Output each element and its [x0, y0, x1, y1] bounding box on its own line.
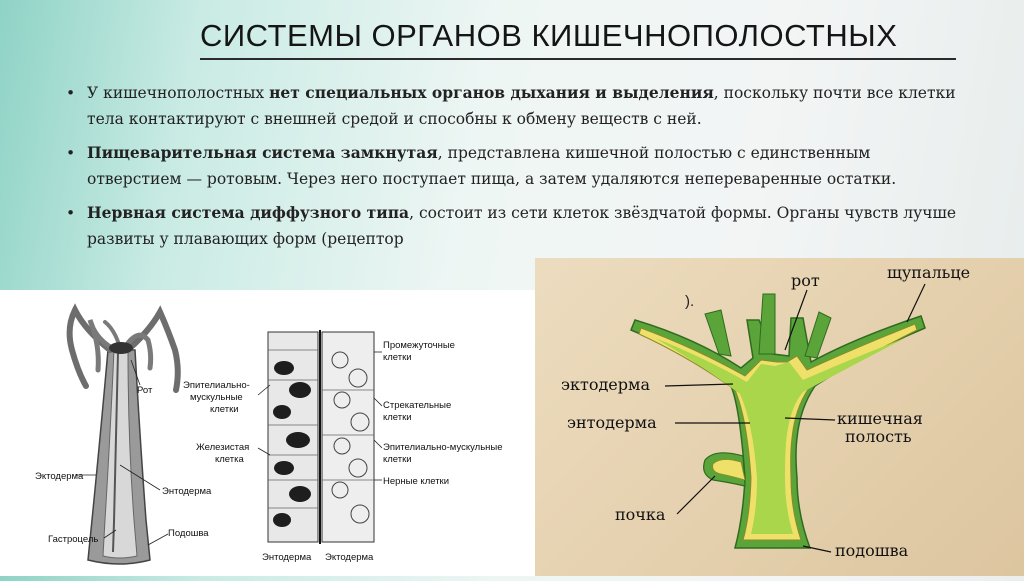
cell-label-intermediate-1: Промежуточные [383, 340, 455, 351]
hydra-drawing [70, 310, 178, 564]
cell-label-epimusc-r2: клетки [383, 454, 412, 465]
bullet-dot: • [66, 84, 76, 102]
cell-label-stinging-2: клетки [383, 412, 412, 423]
hydra-cells-svg [0, 290, 535, 576]
hydra-section-svg [535, 258, 1024, 576]
section-label-ectoderm: эктодерма [561, 375, 650, 394]
cell-label-nerve: Нерные клетки [383, 476, 450, 487]
hydra-label-ectoderm: Эктодерма [35, 471, 84, 482]
bullet-nervous [66, 200, 966, 252]
cell-label-epimusc-3: клетки [210, 404, 239, 415]
section-label-endoderm: энтодерма [567, 413, 657, 432]
hydra-section-figure [535, 258, 1024, 576]
section-label-bud: почка [615, 505, 666, 524]
bullet-list [66, 80, 966, 260]
bullet-dot: • [66, 204, 76, 222]
cell-label-epimusc-2: мускульные [190, 392, 243, 403]
bullet-dot: • [66, 144, 76, 162]
section-label-cavity-2: полость [845, 427, 912, 446]
bullet-text-post: , состоит из сети клеток звёздчатой формы. Органы чувств лучше развиты у плавающих форм (рецептор [87, 204, 957, 248]
bullet-text-bold: Нервная система диффузного типа [87, 203, 410, 222]
bullet-text-post: , поскольку почти все клетки тела контактируют с внешней средой и способны к обмену веществ с ней. [87, 84, 956, 128]
cell-label-epimusc-1: Эпителиально- [183, 380, 250, 391]
bullet-text-bold: Пищеварительная система замкнутая [87, 143, 438, 162]
section-label-cavity-1: кишечная [837, 409, 923, 428]
bullet-text-pre: У кишечнополостных [87, 84, 270, 102]
cell-label-glandular-2: клетка [215, 454, 244, 465]
bullet-text-bold: нет специальных органов дыхания и выделения [269, 83, 714, 102]
section-label-tentacle: щупальце [887, 263, 971, 282]
section-label-sole: подошва [835, 541, 909, 560]
cell-label-epimusc-r1: Эпителиально-мускульные [383, 442, 503, 453]
cell-label-bottom-endoderm: Энтодерма [262, 552, 312, 563]
hydra-label-gastrocoel: Гастроцель [48, 534, 99, 545]
cell-label-glandular-1: Железистая [196, 442, 250, 453]
cell-label-stinging-1: Стрекательные [383, 400, 452, 411]
cell-layers-drawing [258, 330, 382, 544]
hydra-label-mouth: Рот [137, 385, 153, 396]
hydra-cells-figure [0, 290, 535, 576]
slide-title: СИСТЕМЫ ОРГАНОВ КИШЕЧНОПОЛОСТНЫХ [200, 18, 898, 53]
cell-label-bottom-ectoderm: Эктодерма [325, 552, 374, 563]
section-label-mouth: рот [791, 271, 820, 290]
hydra-label-endoderm: Энтодерма [162, 486, 212, 497]
title-underline [200, 58, 956, 60]
bullet-tail-text: ). [685, 293, 695, 310]
hydra-label-sole: Подошва [168, 528, 209, 539]
bullet-text-post: , представлена кишечной полостью с единственным отверстием — ротовым. Через него поступает пища, а затем удаляются непереваренные остатки. [87, 144, 897, 188]
bullet-respiration [66, 80, 966, 132]
bullet-digestive [66, 140, 966, 192]
cell-label-intermediate-2: клетки [383, 352, 412, 363]
